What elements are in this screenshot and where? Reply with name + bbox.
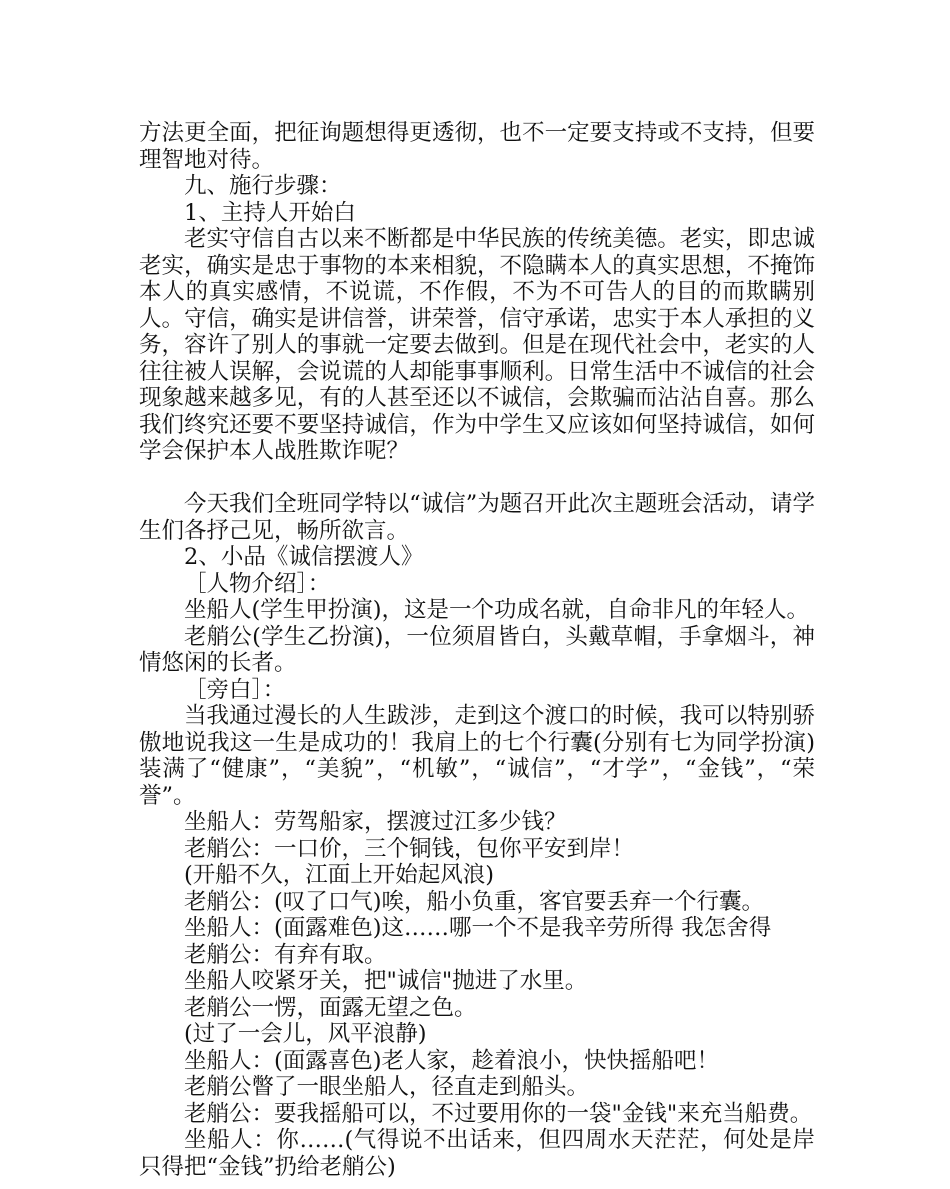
dialogue-line: 老艄公：一口价，三个铜钱，包你平安到岸！: [184, 835, 635, 862]
paragraph: 老艄公一愣，面露无望之色。: [184, 994, 477, 1021]
paragraph: ［人物介绍］：: [184, 570, 331, 597]
dialogue-line: 老艄公：有弃有取。: [184, 941, 387, 968]
sub-heading: 1、主持人开始白: [184, 199, 356, 226]
dialogue-line: 坐船人：(面露难色)这……哪一个不是我辛劳所得 我怎舍得: [184, 915, 772, 941]
stage-direction: (开船不久，江面上开始起风浪): [184, 862, 495, 888]
paragraph: 当我通过漫长的人生跋涉，走到这个渡口的时候，我可以特别骄傲地说我这一生是成功的！我肩上的七个行囊(分别有七为同学扮演)装满了“健康”，“美貌”，“机敏”，“诚信”，“才学”，“金钱”，“荣誉”。: [139, 703, 815, 809]
document-body: [139, 120, 815, 1180]
section-heading: 九、施行步骤：: [184, 173, 342, 199]
stage-direction: (过了一会儿，风平浪静): [184, 1021, 427, 1047]
paragraph: 今天我们全班同学特以“诚信”为题召开此次主题班会活动，请学生们各抒己见，畅所欲言。: [139, 491, 815, 544]
sub-heading: 2、小品《诚信摆渡人》: [184, 544, 424, 570]
paragraph: 坐船人咬紧牙关，把"诚信"抛进了水里。: [184, 968, 588, 994]
dialogue-line: 坐船人：你……(气得说不出话来，但四周水天茫茫，何处是岸只得把“金钱”扔给老艄公): [139, 1127, 815, 1180]
paragraph: 坐船人(学生甲扮演)，这是一个功成名就，自命非凡的年轻人。: [184, 597, 810, 623]
paragraph: 老艄公(学生乙扮演)，一位须眉皆白，头戴草帽，手拿烟斗，神情悠闲的长者。: [139, 623, 815, 676]
dialogue-line: 坐船人：(面露喜色)老人家，趁着浪小，快快摇船吧！: [184, 1047, 720, 1074]
paragraph: ［旁白］：: [184, 676, 286, 703]
paragraph: 方法更全面，把征询题想得更透彻，也不一定要支持或不支持，但要理智地对待。: [139, 120, 815, 173]
paragraph: 老实守信自古以来不断都是中华民族的传统美德。老实，即忠诚老实，确实是忠于事物的本来相貌，不隐瞒本人的真实思想，不掩饰本人的真实感情，不说谎，不作假，不为不可告人的目的而欺瞒别人。守信，确实是讲信誉，讲荣誉，信守承诺，忠实于本人承担的义务，容许了别人的事就一定要去做到。但是在现代社会中，老实的人往往被人误解，会说谎的人却能事事顺利。日常生活中不诚信的社会现象越来越多见，有的人甚至还以不诚信，会欺骗而沾沾自喜。那么我们终究还要不要坚持诚信，作为中学生又应该如何坚持诚信，如何学会保护本人战胜欺诈呢？: [139, 226, 815, 464]
paragraph: 老艄公瞥了一眼坐船人，径直走到船头。: [184, 1074, 590, 1100]
dialogue-line: 老艄公：要我摇船可以，不过要用你的一袋"金钱"来充当船费。: [184, 1100, 813, 1127]
dialogue-line: 坐船人：劳驾船家，摆渡过江多少钱？: [184, 809, 567, 835]
dialogue-line: 老艄公：(叹了口气)唉，船小负重，客官要丢弃一个行囊。: [184, 888, 765, 915]
